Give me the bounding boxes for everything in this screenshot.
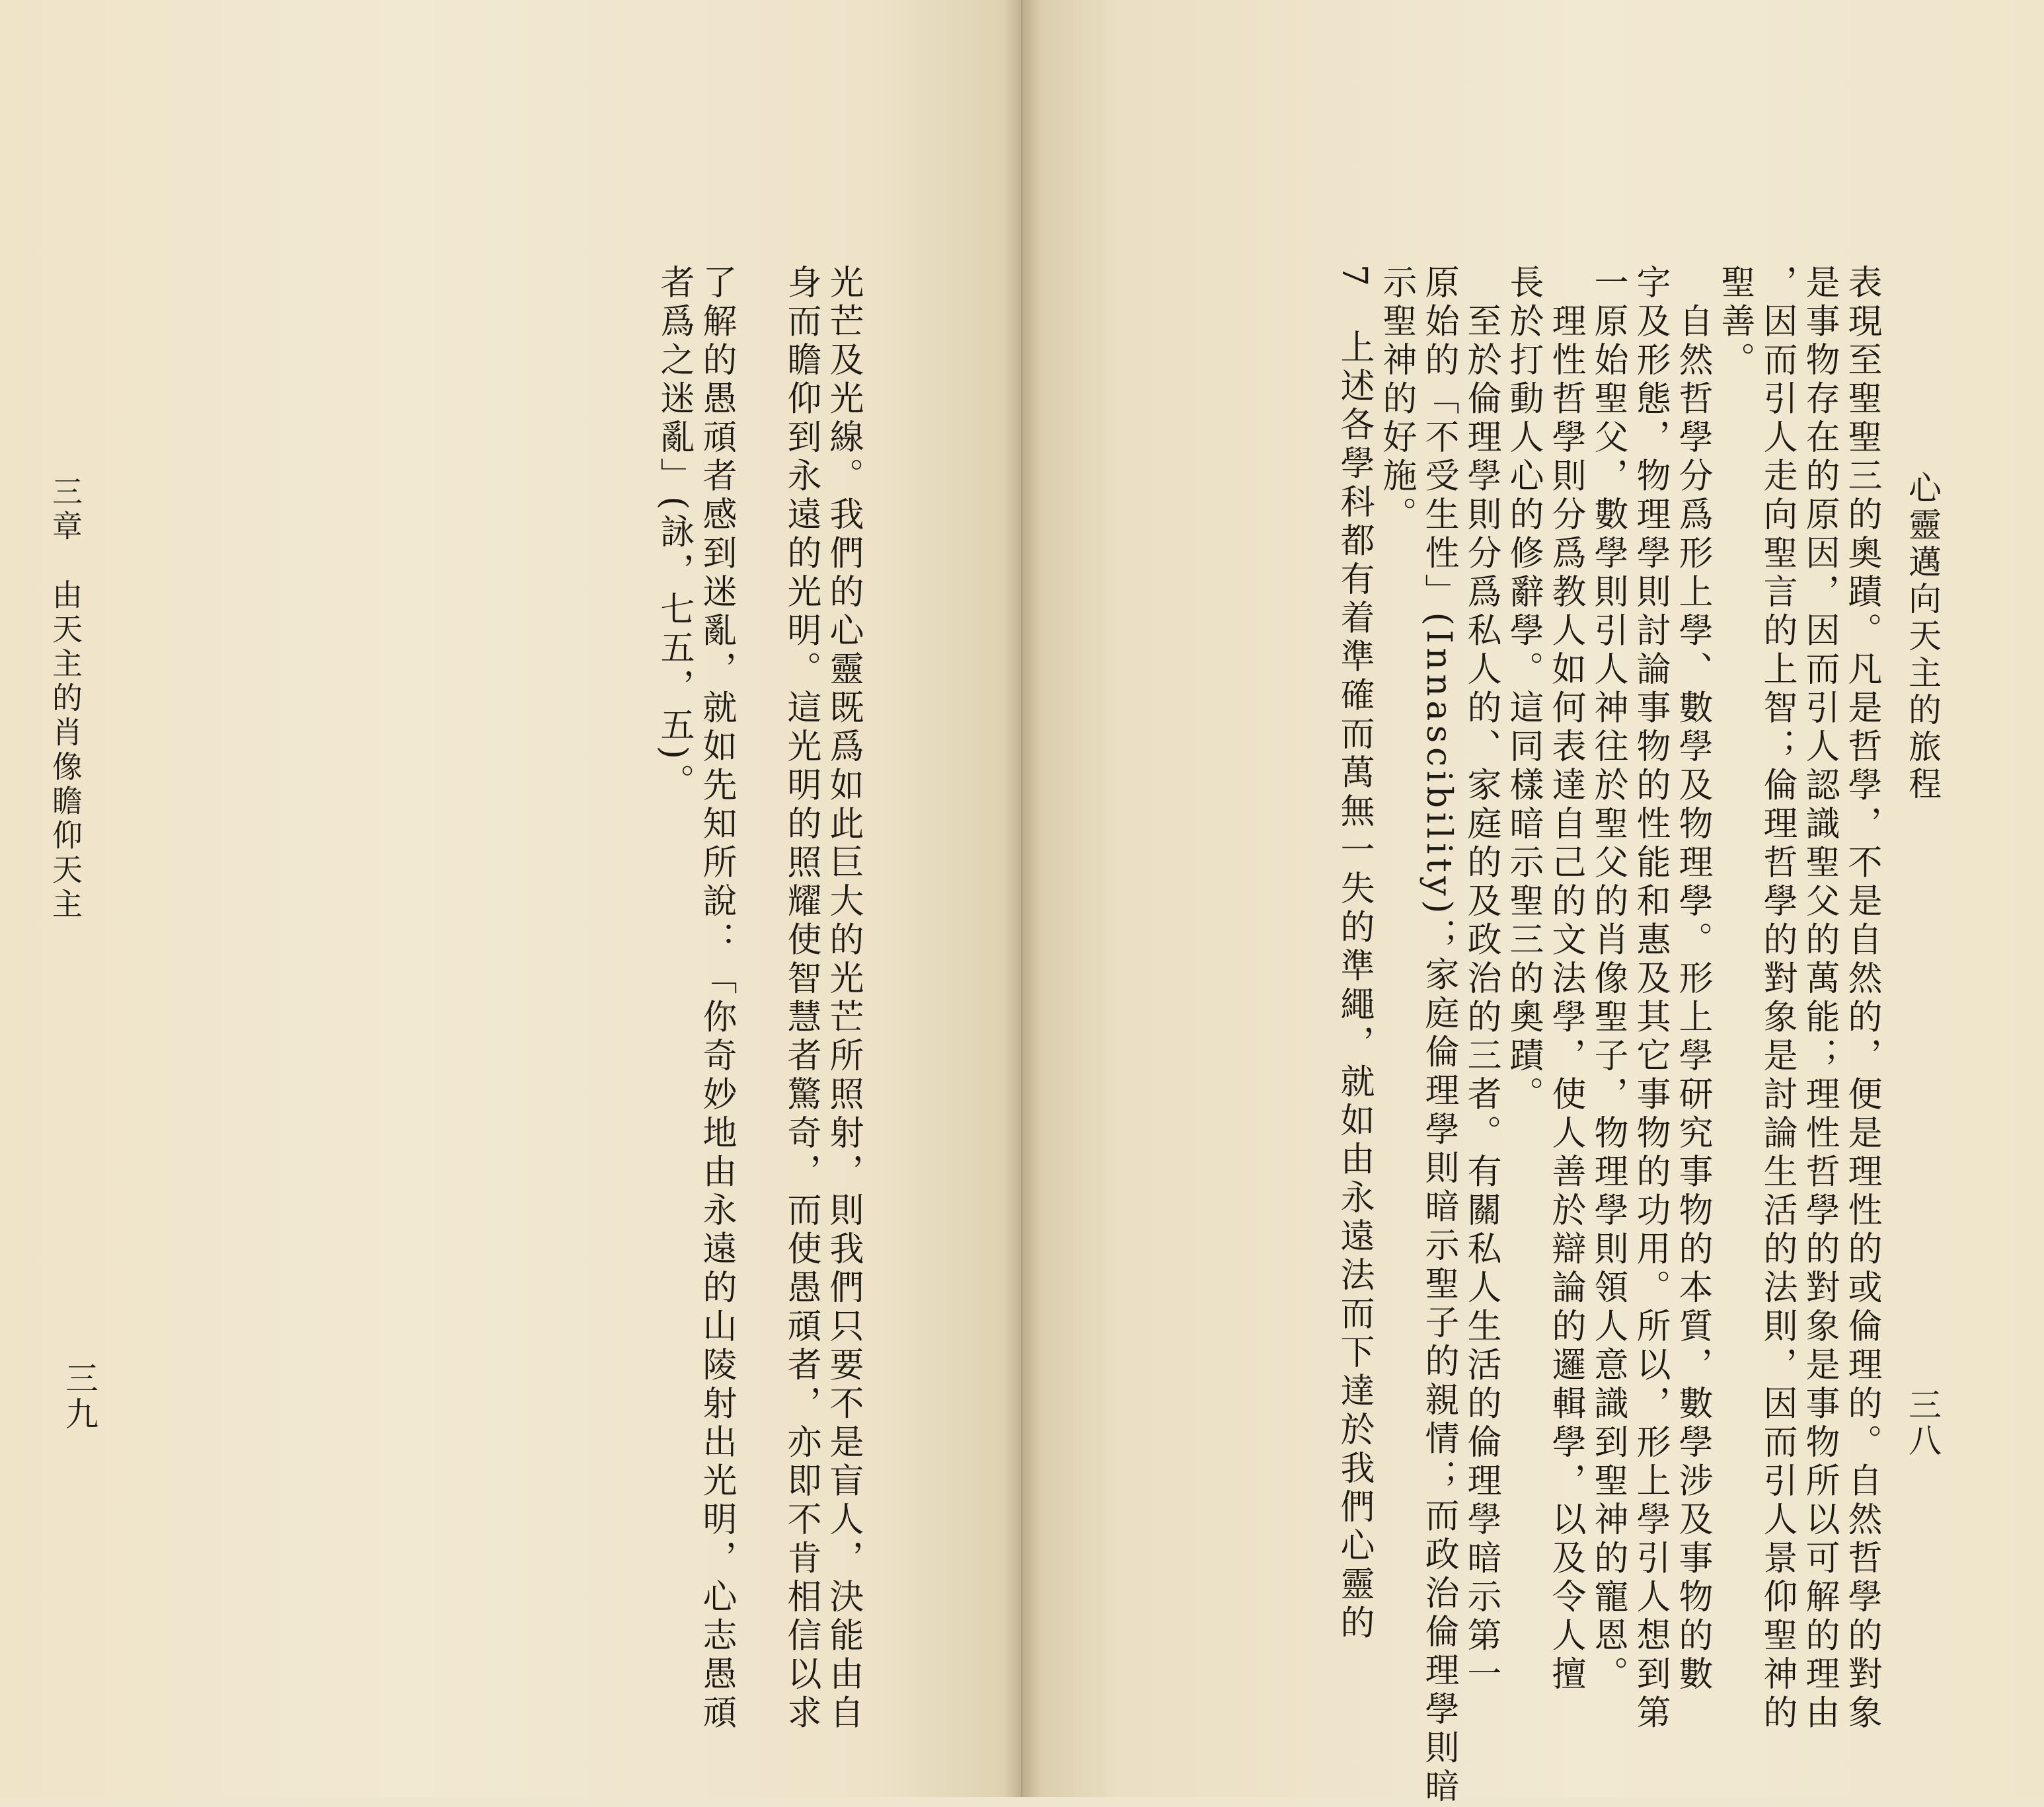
page-number-right: 三八 [1903,1387,1942,1459]
text-column: 一原始聖父，數學則引人神往於聖父的肖像聖子，物理學則領人意識到聖神的寵恩。 [1588,264,1628,1695]
chapter-title: 三章 由天主的肖像瞻仰天主 [48,476,83,922]
page-number-left: 三九 [60,1361,98,1432]
text-column: 7 上述各學科都有着準確而萬無一失的準繩，就如由永遠法而下達於我們心靈的 [1334,264,1374,1644]
book-gutter [1003,0,1040,1797]
text-column: 表現至聖聖三的奧蹟。凡是哲學，不是自然的，便是理性的或倫理的。自然哲學的對象 [1842,264,1881,1733]
left-page [0,0,1022,1797]
text-column: 是事物存在的原因，因而引人認識聖父的萬能；理性哲學的對象是事物所以可解的理由 [1799,264,1839,1733]
text-column: ，因而引人走向聖言的上智；倫理哲學的對象是討論生活的法則，因而引人景仰聖神的 [1757,264,1797,1733]
text-column: 身而瞻仰到永遠的光明。這光明的照耀使智慧者驚奇，而使愚頑者，亦即不肯相信以求 [781,264,821,1733]
text-column: 者爲之迷亂」(詠，七五，五)。 [654,264,694,803]
text-column: 光芒及光線。我們的心靈既爲如此巨大的光芒所照射，則我們只要不是盲人，決能由自 [823,264,863,1733]
text-column: 示聖神的好施。 [1377,264,1416,535]
text-column: 原始的「不受生性」(Innascibility)；家庭倫理學則暗示聖子的親情；而政治倫理學則暗 [1419,264,1458,1807]
text-column: 理性哲學則分爲教人如何表達自己的文法學，使人善於辯論的邏輯學，以及令人擅 [1546,264,1585,1695]
text-column: 長於打動人心的修辭學。這同樣暗示聖三的奧蹟。 [1503,264,1543,1115]
running-head: 心靈邁向天主的旅程 [1903,470,1942,803]
text-column: 至於倫理學則分爲私人的、家庭的及政治的三者。有關私人生活的倫理學暗示第一 [1461,264,1501,1695]
text-column: 了解的愚頑者感到迷亂，就如先知所說：「你奇妙地由永遠的山陵射出光明，心志愚頑 [697,264,736,1733]
text-column: 字及形態，物理學則討論事物的性能和惠及其它事物的功用。所以，形上學引人想到第 [1630,264,1670,1733]
text-column: 聖善。 [1715,264,1755,381]
text-column: 自然哲學分爲形上學、數學及物理學。形上學研究事物的本質，數學涉及事物的數 [1673,264,1712,1695]
